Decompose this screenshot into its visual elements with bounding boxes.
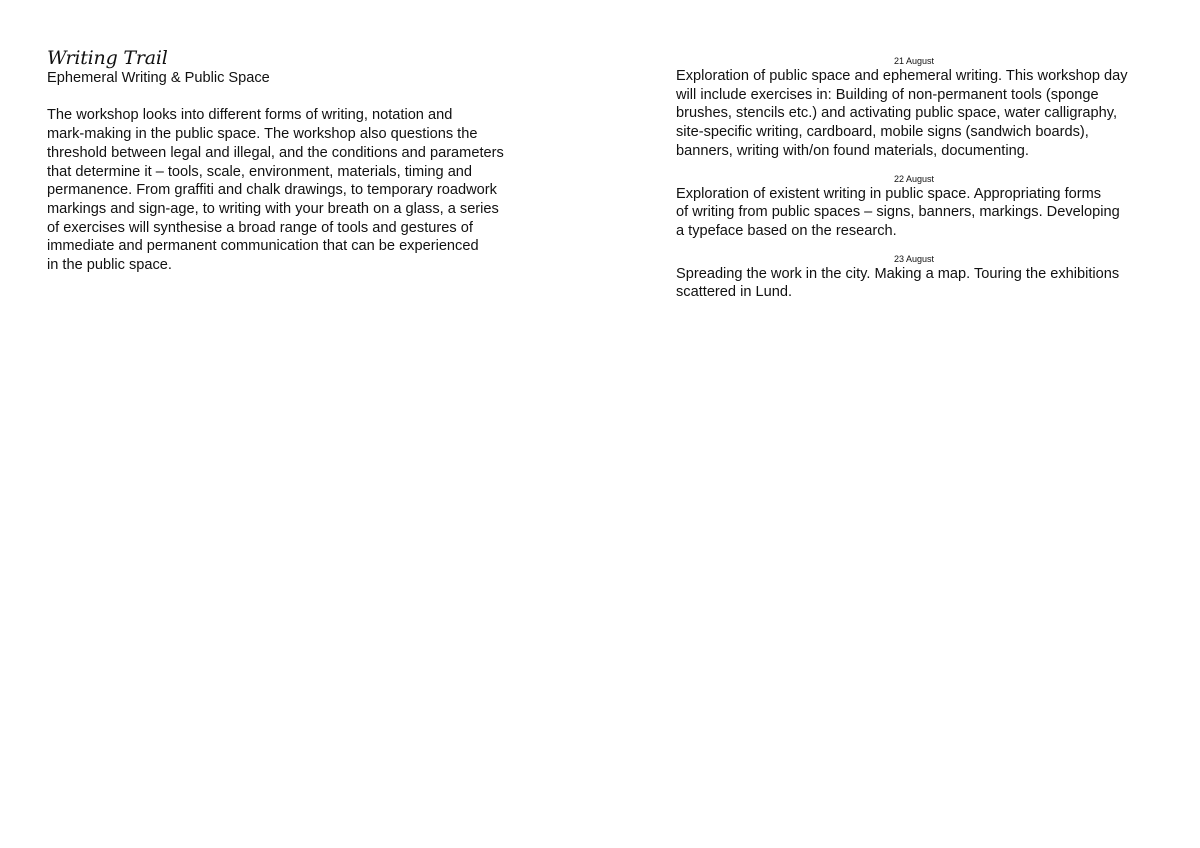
intro-line: that determine it – tools, scale, environment, materials, timing and xyxy=(47,163,473,180)
intro-line: mark-making in the public space. The workshop also questions the xyxy=(47,126,478,143)
intro-line: in the public space. xyxy=(47,257,172,274)
day-line: site-specific writing, cardboard, mobile signs (sandwich boards), xyxy=(676,124,1089,141)
schedule-day-1 xyxy=(676,55,1146,161)
day-date: 21 August xyxy=(893,56,935,66)
day-date: 22 August xyxy=(893,173,935,184)
workshop-intro xyxy=(47,47,527,275)
day-line: will include exercises in: Building of non-permanent tools (sponge xyxy=(676,86,1099,103)
day-description xyxy=(676,265,1146,302)
day-line: banners, writing with/on found materials, documenting. xyxy=(676,142,1029,159)
day-line: a typeface based on the research. xyxy=(676,222,897,239)
intro-line: of exercises will synthesise a broad range of tools and gestures of xyxy=(47,219,473,236)
intro-line: The workshop looks into different forms of writing, notation and xyxy=(47,107,453,124)
day-date: 23 August xyxy=(893,253,935,264)
day-line: Exploration of existent writing in public space. Appropriating forms xyxy=(676,185,1102,202)
intro-paragraph xyxy=(47,106,527,274)
schedule-day-3 xyxy=(676,253,1146,302)
day-line: Exploration of public space and ephemeral writing. This workshop day xyxy=(676,68,1128,84)
workshop-subtitle: Ephemeral Writing & Public Space xyxy=(47,70,270,86)
day-description xyxy=(676,185,1146,241)
day-description xyxy=(676,67,1146,161)
day-line: brushes, stencils etc.) and activating public space, water calligraphy, xyxy=(676,105,1118,122)
day-line: of writing from public spaces – signs, banners, markings. Developing xyxy=(676,204,1120,221)
day-line: Spreading the work in the city. Making a map. Touring the exhibitions xyxy=(676,265,1120,282)
intro-line: immediate and permanent communication that can be experienced xyxy=(47,238,479,255)
right-page xyxy=(600,0,1200,848)
intro-line: markings and sign-age, to writing with your breath on a glass, a series xyxy=(47,200,499,217)
day-line: scattered in Lund. xyxy=(676,284,793,301)
intro-line: permanence. From graffiti and chalk drawings, to temporary roadwork xyxy=(47,182,497,199)
schedule xyxy=(676,55,1146,302)
intro-line: threshold between legal and illegal, and the conditions and parameters xyxy=(47,144,504,161)
schedule-day-2 xyxy=(676,173,1146,241)
workshop-title: Writing Trail xyxy=(47,47,168,69)
